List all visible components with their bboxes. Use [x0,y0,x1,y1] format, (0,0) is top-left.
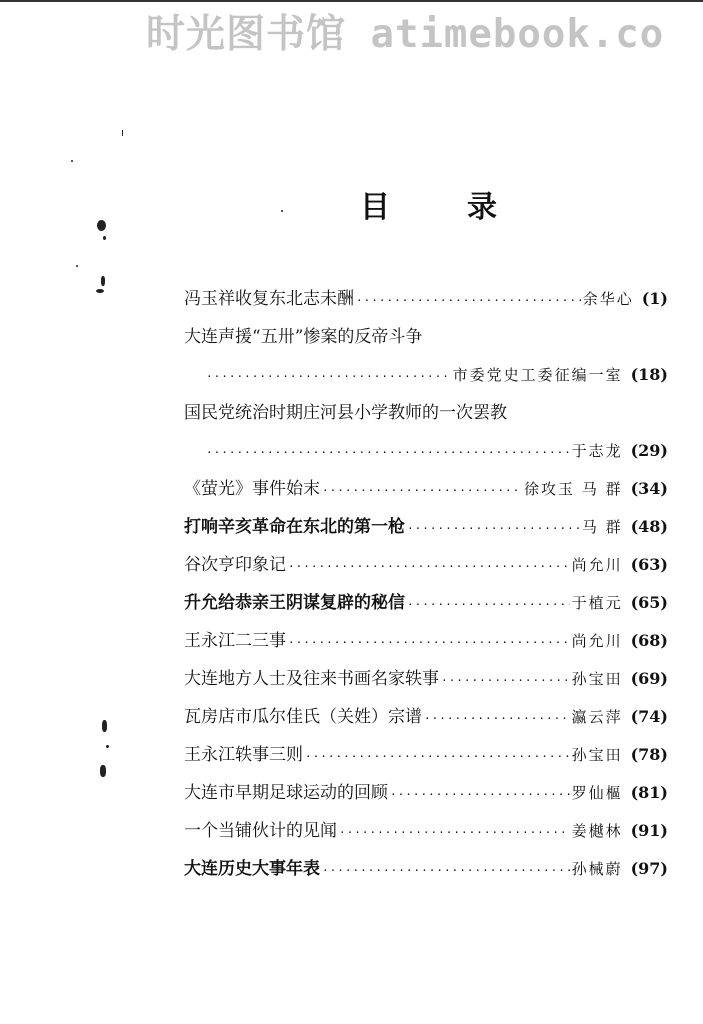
toc-entry-title: 王永江轶事三则 [184,745,303,765]
toc-entry-author: 尚允川 [571,556,623,574]
toc-entry [184,470,668,508]
leader-dots [407,510,580,548]
toc-entry-author: 孙宝田 [571,670,623,688]
toc-entry-page: (69) [630,669,668,688]
scan-speck [106,745,109,748]
scan-speck [281,210,283,212]
toc-entry [184,698,668,736]
scan-speck [101,276,105,286]
leader-dots [339,814,570,852]
toc-entry [184,280,668,318]
toc-entry-author: 余华心 [582,290,634,308]
title-char-2: 录 [467,190,497,225]
toc-entry [184,508,668,546]
scan-speck [71,160,73,162]
toc-entry-author: 于志龙 [571,442,623,460]
toc-entry-title: 升允给恭亲王阴谋复辟的秘信 [184,593,405,613]
toc-entry-page: (18) [630,365,668,384]
toc-entry-title: 王永江二三事 [184,631,286,651]
watermark: 时光图书馆 atimebook.co [146,12,665,57]
page-title [352,186,512,230]
toc-entry-page: (29) [630,441,668,460]
scan-speck [97,220,106,231]
leader-dots [441,662,570,700]
toc-entry-author: 于植元 [571,594,623,612]
toc-entry-page: (65) [630,593,668,612]
toc-entry-title: 冯玉祥收复东北志未酬 [184,289,354,309]
toc-entry-page: (78) [630,745,668,764]
toc-entry-title: 一个当铺伙计的见闻 [184,821,337,841]
toc-entry-title: 大连声援“五卅”惨案的反帝斗争 [184,327,423,347]
scan-speck [76,265,78,267]
toc-entry-page: (63) [630,555,668,574]
toc-entry-continuation [184,432,668,470]
toc-entry [184,736,668,774]
toc-entry-title: 《萤光》事件始末 [184,479,320,499]
toc-entry-page: (81) [630,783,668,802]
toc-entry [184,660,668,698]
toc-entry-page: (91) [630,821,668,840]
toc-entry-page: (1) [641,289,668,308]
scan-speck [103,236,106,240]
toc-entry-author: 孙械蔚 [571,860,623,878]
scan-speck [96,289,104,293]
toc-entry-author: 瀛云萍 [571,708,623,726]
toc-entry-page: (68) [630,631,668,650]
scan-speck [102,720,107,732]
toc-entry-title: 谷次亨印象记 [184,555,286,575]
leader-dots [390,776,570,814]
toc-entry-continuation [184,356,668,394]
table-of-contents [184,280,668,888]
leader-dots [356,282,581,320]
toc-entry-page: (48) [630,517,668,536]
scan-speck [122,130,123,136]
toc-entry-author: 罗仙樞 [571,784,623,802]
leader-dots [206,358,451,396]
toc-entry-author: 市委党史工委征编一室 [452,366,623,384]
toc-entry-author: 马 群 [581,518,623,536]
toc-entry-title: 大连历史大事年表 [184,859,320,879]
leader-dots [322,852,570,890]
toc-entry-title: 大连地方人士及往来书画名家轶事 [184,669,439,689]
toc-entry [184,546,668,584]
toc-entry [184,850,668,888]
toc-entry [184,774,668,812]
leader-dots [424,700,570,738]
toc-entry-author: 尚允川 [571,632,623,650]
top-border-line [0,0,703,2]
toc-entry [184,812,668,850]
toc-entry-title: 国民党统治时期庄河县小学教师的一次罢教 [184,403,507,423]
toc-entry-page: (34) [630,479,668,498]
toc-entry-page: (97) [630,859,668,878]
title-char-1: 目 [360,190,390,225]
scan-speck [100,765,106,777]
leader-dots [206,434,570,472]
leader-dots [322,472,522,510]
leader-dots [407,586,570,624]
toc-entry-author: 孙宝田 [571,746,623,764]
toc-entry-page: (74) [630,707,668,726]
toc-entry-title: 打响辛亥革命在东北的第一枪 [184,517,405,537]
toc-entry [184,584,668,622]
leader-dots [288,548,570,586]
toc-entry [184,394,668,432]
toc-entry [184,318,668,356]
leader-dots [288,624,570,662]
toc-entry-title: 瓦房店市瓜尔佳氏（关姓）宗谱 [184,707,422,727]
toc-entry-title: 大连市早期足球运动的回顾 [184,783,388,803]
toc-entry-author: 姜樾林 [571,822,623,840]
toc-entry-author: 徐攻玉 马 群 [524,480,623,498]
toc-entry [184,622,668,660]
leader-dots [305,738,570,776]
